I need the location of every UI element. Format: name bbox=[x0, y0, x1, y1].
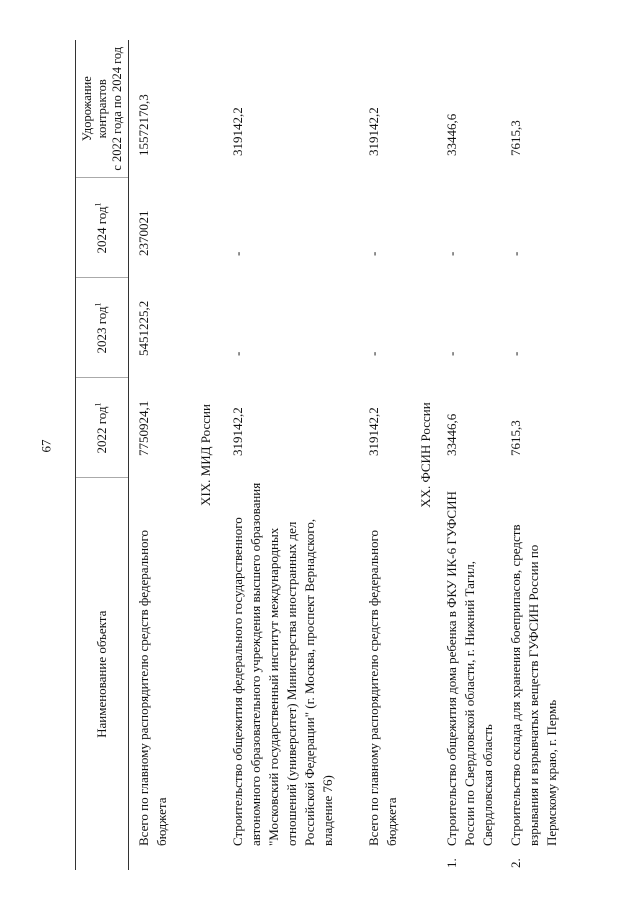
rotated-table-sheet bbox=[75, 40, 635, 870]
value-2023: - bbox=[444, 351, 459, 356]
value-2023: - bbox=[366, 351, 381, 356]
header-contract-increase: Удорожание контрактов с 2022 года по 2024 год bbox=[76, 40, 129, 178]
value-increase: 319142,2 bbox=[366, 107, 381, 156]
page-number: 67 bbox=[38, 439, 54, 453]
section-heading-mid bbox=[197, 40, 217, 870]
value-2022: 319142,2 bbox=[366, 407, 381, 456]
value-increase: 33446,6 bbox=[444, 113, 459, 156]
table-row-mid-object bbox=[217, 40, 361, 870]
value-2024: - bbox=[508, 251, 523, 256]
row-name: Строительство склада для хранения боеприпасов, средств взрывания и взрывчатых веществ ГУФСИН России по Пермскому краю, г. Пермь bbox=[508, 524, 559, 846]
row-number: 1. bbox=[444, 858, 459, 868]
table-row-fsin-1 bbox=[437, 40, 499, 870]
value-increase: 15572170,3 bbox=[136, 94, 151, 156]
header-2024: 2024 год$^1$ bbox=[76, 178, 129, 278]
row-name: Всего по главному распорядителю средств федерального бюджета bbox=[366, 529, 399, 846]
value-2022: 33446,6 bbox=[444, 413, 459, 456]
value-2023: 5451225,2 bbox=[136, 300, 151, 356]
row-number: 2. bbox=[508, 858, 523, 868]
value-2022: 7750924,1 bbox=[136, 400, 151, 456]
value-2024: - bbox=[366, 251, 381, 256]
value-2024: - bbox=[230, 251, 245, 256]
table-row-total-previous bbox=[129, 40, 198, 870]
row-name: Всего по главному распорядителю средств федерального бюджета bbox=[136, 529, 169, 846]
header-2023: 2023 год$^1$ bbox=[76, 278, 129, 378]
value-2023: - bbox=[508, 351, 523, 356]
value-2024: - bbox=[444, 251, 459, 256]
header-object-name: Наименование объекта bbox=[76, 478, 129, 870]
section-title: XIX. МИД России bbox=[198, 404, 213, 506]
value-2023: - bbox=[230, 351, 245, 356]
value-2022: 7615,3 bbox=[508, 420, 523, 456]
value-increase: 319142,2 bbox=[230, 107, 245, 156]
row-name: Строительство общежития дома ребенка в ФКУ ИК-6 ГУФСИН России по Свердловской области, г. Нижний Тагил, Свердловская область bbox=[444, 491, 495, 846]
header-2022: 2022 год$^1$ bbox=[76, 378, 129, 478]
value-2024: 2370021 bbox=[136, 210, 151, 256]
section-title: XX. ФСИН России bbox=[418, 402, 433, 508]
value-increase: 7615,3 bbox=[508, 120, 523, 156]
value-2022: 319142,2 bbox=[230, 407, 245, 456]
table-row-mid-total bbox=[361, 40, 417, 870]
table-row-fsin-2 bbox=[499, 40, 563, 870]
table-header-row bbox=[76, 40, 129, 870]
contracts-table bbox=[75, 40, 563, 870]
section-heading-fsin bbox=[417, 40, 437, 870]
row-name: Строительство общежития федерального государственного автономного образовательного учреждения высшего образования "Московский государственный институт международных отношений (университет) Министерства иностранных дел Российской Федерации" (г. Москва, проспект Вернадского, владение 76) bbox=[230, 482, 335, 846]
